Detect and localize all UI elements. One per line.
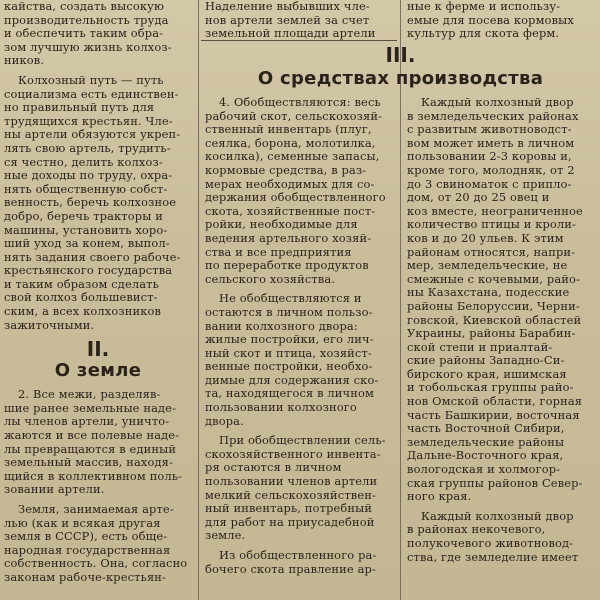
column-1 — [0, 0, 196, 600]
col2-paragraph-4: Из обобществленного ра- бочего скота правление ар- — [205, 548, 377, 576]
column-rule-1 — [198, 0, 199, 600]
section-2-title: О земле — [54, 360, 142, 382]
section-3-title: О средствах производства — [257, 68, 544, 89]
col3-paragraph-2: Каждый колхозный двор в районах некочевого, полукочевого животновод- ства, где земледелие имеет — [407, 508, 579, 564]
col3-paragraph-1: Каждый колхозный двор в земледельческих районах с развитым животноводст- вом может иметь в личном пользовании 2-3 коровы и, кроме того, молодняк, от 2 до 3 свиноматок с припло- дом, от 20 до 25 овец и коз вместе, неограниченное количество птицы и кроли- ков и до 20 ульев. К этим районам относятся, напри- мер, земледельческие, не смежные с кочевыми, райо- ны Казахстана, подесские районы Белоруссии, Черни- говской, Киевской областей Украины, районы Барабин- ской степи и приалтай- ские районы Западно-Си- бирского края, ишимская и тобольская группы райо- нов Омской области, горная часть Башкирии, восточная часть Восточной Сибири, земледельческие районы Дальне-Восточного края, вологодская и холмогор- ская группы районов Север- ного края. — [407, 95, 583, 504]
col2-paragraph-2: Не обобществляются и остаются в личном пользо- вании колхозного двора: жилые постройки, его лич- ный скот и птица, хозяйст- венные постройки, необхо- димые для содержания ско- та, находящегося в личном пользовании колхозного двора. — [205, 291, 379, 428]
section-3-heading — [201, 44, 600, 100]
col1-paragraph-3: 2. Все межи, разделяв- шие ранее земельные наде- лы членов артели, уничто- жаются и все полевые наде- лы превращаются в единый земельный массив, находя- щийся в коллективном поль- зовании артели. — [4, 387, 183, 497]
col1-paragraph-4: Земля, занимаемая арте- лью (как и всякая другая земля в СССР), есть обще- народная государственная собственность. Она, согласно законам рабоче-крестьян- — [4, 502, 188, 584]
col1-paragraph-1: кайства, создать высокую производительность труда и обеспечить таким обра- зом лучшую жизнь колхоз- ников. — [4, 0, 172, 68]
section-2-number: II. — [86, 337, 110, 362]
section-3-number: III. — [385, 43, 416, 67]
col2-top-paragraph: Наделение выбывших чле- нов артели землей за счет земельной площади артели — [205, 0, 376, 41]
col1-paragraph-2: Колхозный путь — путь социализма есть единствен- но правильный путь для трудящихся крестьян. Чле- ны артели обязуются укреп- лять свою артель, трудить- ся честно, делить колхоз- ные доходы по труду, охра- нять общественную собст- венность, беречь колхозное добро, беречь тракторы и машины, установить хоро- ший уход за конем, выпол- нять задания своего рабоче- крестьянского государства и таким образом сделать свой колхоз большевист- ским, а всех колхозников зажиточными. — [4, 72, 181, 332]
col3-top-paragraph: ные к ферме и использу- емые для посева кормовых культур для скота ферм. — [407, 0, 574, 41]
col2-paragraph-3: При обобществлении сель- скохозяйственного инвента- ря остаются в личном пользовании членов артели мелкий сельскохозяйствен- ный инвентарь, потребный для работ на приусадебной земле. — [205, 433, 386, 543]
col2-paragraph-1: 4. Обобществляются: весь рабочий скот, сельскохозяй- ственный инвентарь (плуг, сеялка, борона, молотилка, косилка), семенные запасы, кормовые средства, в раз- мерах необходимых для со- держания обобществленного скота, хозяйственные пост- ройки, необходимые для ведения артельного хозяй- ства и все предприятия по переработке продуктов сельского хозяйства. — [205, 95, 386, 286]
